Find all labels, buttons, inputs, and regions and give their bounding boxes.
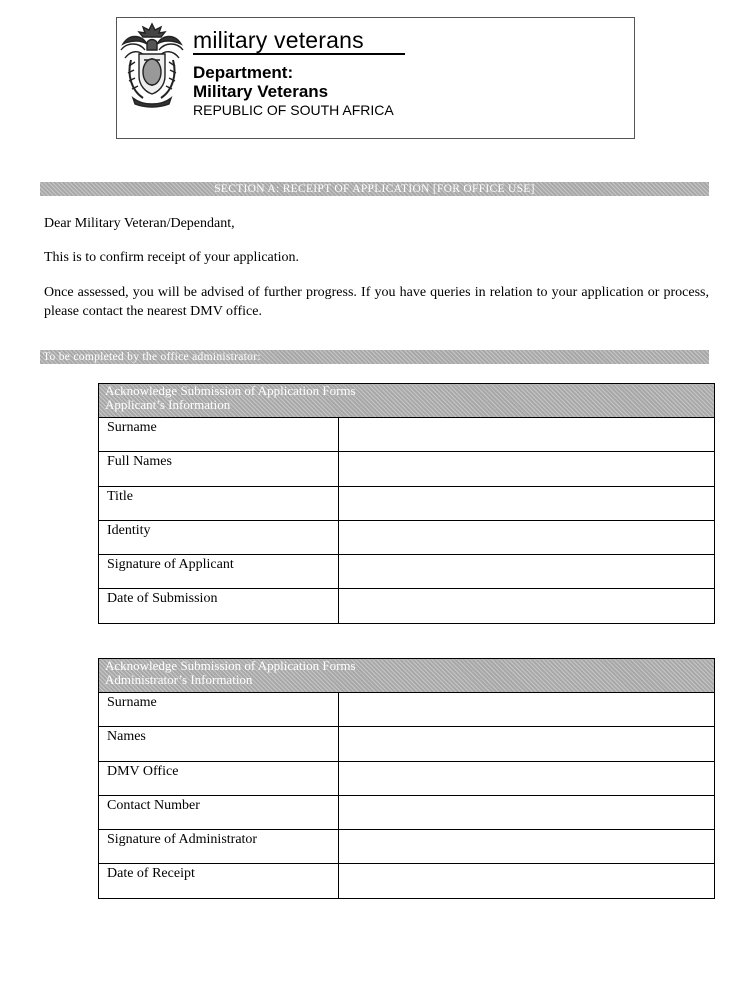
admin-surname-label: Surname — [99, 693, 339, 727]
applicant-signature-label: Signature of Applicant — [99, 555, 339, 589]
applicant-identity-field[interactable] — [339, 520, 715, 554]
admin-dmv-office-label: DMV Office — [99, 761, 339, 795]
admin-contact-number-label: Contact Number — [99, 795, 339, 829]
admin-receipt-date-field[interactable] — [339, 864, 715, 898]
applicant-title-field[interactable] — [339, 486, 715, 520]
applicant-full-names-field[interactable] — [339, 452, 715, 486]
applicant-submission-date-label: Date of Submission — [99, 589, 339, 623]
letter-confirm: This is to confirm receipt of your application. — [44, 250, 300, 265]
admin-contact-number-field[interactable] — [339, 795, 715, 829]
applicant-surname-field[interactable] — [339, 418, 715, 452]
applicant-heading-line-1: Acknowledge Submission of Application Forms — [105, 383, 356, 398]
table-row — [99, 727, 715, 761]
applicant-surname-label: Surname — [99, 418, 339, 452]
table-row — [99, 693, 715, 727]
applicant-table-heading — [99, 384, 715, 418]
table-row — [99, 864, 715, 898]
brand-block — [193, 26, 394, 119]
administrator-heading-line-2: Administrator’s Information — [105, 672, 253, 687]
administrator-table-heading — [99, 659, 715, 693]
administrator-heading-line-1: Acknowledge Submission of Application Forms — [105, 658, 356, 673]
admin-signature-label: Signature of Administrator — [99, 830, 339, 864]
country-name: REPUBLIC OF SOUTH AFRICA — [193, 102, 394, 118]
administrator-table-header — [99, 659, 715, 693]
coat-of-arms-icon — [117, 20, 187, 108]
table-row — [99, 418, 715, 452]
admin-names-field[interactable] — [339, 727, 715, 761]
admin-instruction-bar: To be completed by the office administrator: — [40, 350, 709, 364]
table-row — [99, 520, 715, 554]
applicant-signature-field[interactable] — [339, 555, 715, 589]
applicant-info-table — [98, 383, 715, 624]
admin-names-label: Names — [99, 727, 339, 761]
dept-name: Military Veterans — [193, 82, 329, 101]
applicant-title-label: Title — [99, 486, 339, 520]
applicant-full-names-label: Full Names — [99, 452, 339, 486]
admin-dmv-office-field[interactable] — [339, 761, 715, 795]
applicant-table-header — [99, 384, 715, 418]
applicant-submission-date-field[interactable] — [339, 589, 715, 623]
administrator-info-table — [98, 658, 715, 899]
applicant-heading-line-2: Applicant’s Information — [105, 397, 231, 412]
table-row — [99, 555, 715, 589]
table-row — [99, 486, 715, 520]
letter-body: Once assessed, you will be advised of further progress. If you have queries in relation to your application or process, please contact the nearest DMV office. — [44, 285, 709, 319]
brand-title: military veterans — [193, 27, 364, 53]
admin-receipt-date-label: Date of Receipt — [99, 864, 339, 898]
brand-underline — [193, 53, 405, 55]
table-row — [99, 830, 715, 864]
table-row — [99, 589, 715, 623]
letter-greeting: Dear Military Veteran/Dependant, — [44, 216, 235, 231]
section-a-title: SECTION A: RECEIPT OF APPLICATION [FOR OFFICE USE] — [40, 182, 709, 196]
table-row — [99, 761, 715, 795]
admin-surname-field[interactable] — [339, 693, 715, 727]
dept-label: Department: — [193, 63, 294, 82]
table-row — [99, 795, 715, 829]
admin-signature-field[interactable] — [339, 830, 715, 864]
applicant-identity-label: Identity — [99, 520, 339, 554]
table-row — [99, 452, 715, 486]
